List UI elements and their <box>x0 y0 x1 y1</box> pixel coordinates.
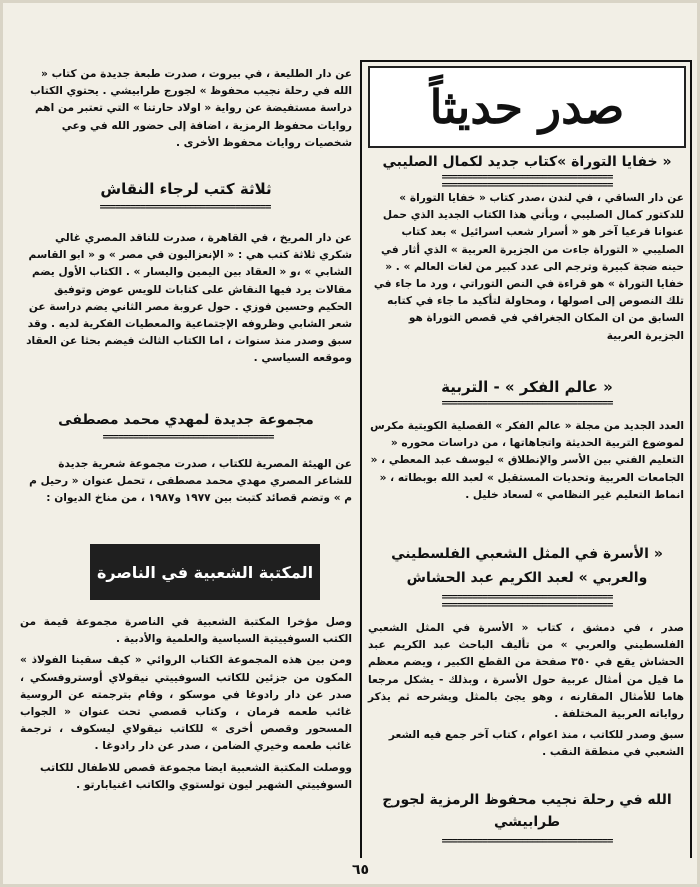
article-title-usra-line1: « الأسرة في المثل الشعبي الفلسطيني <box>391 546 663 562</box>
article-title-allah-line2: طرابيشي <box>493 814 561 830</box>
section-banner-nazareth <box>90 544 320 600</box>
paragraph: ووصلت المكتبة الشعبية ايضا مجموعة قصص للاطفال للكاتب السوفييتي الشهير ليون تولستوي والكاتب اغنيابارتو . <box>39 761 352 791</box>
article-body-mahdi <box>20 456 352 512</box>
page-number: ٦٥ <box>352 862 370 878</box>
article-body-usra <box>368 620 684 766</box>
paragraph: عن دار الطليعة ، في بيروت ، صدرت طبعة جديدة من كتاب « الله في رحلة نجيب محفوظ » لجورج طرابيشي . يحتوي الكتاب دراسة مستفيضة عن رواية « اولاد حارتنا » التي تعتبر من اهم روايات محفوظ الرمزية ، اضافة إلى حضور الله في وعي شخصيات روايات محفوظ الأخرى . <box>30 68 352 149</box>
right-column-edge <box>690 60 692 858</box>
title-underline-mahdi: ================================== <box>102 432 274 443</box>
paragraph: العدد الجديد من مجلة « عالم الفكر » الفصلية الكويتية مكرس لموضوع التربية الحديثة واتجاهاتها ، من دراسات محوره « التعليم الفني بين الأسر والإنطلاق » ليوسف عبد المعطي ، « الجامعات العربية وتحديات المستقبل » لعبد الله بوبطاته ، « انماط التعليم غير النظامي » لسعاد خليل . <box>370 420 684 501</box>
article-body-nazareth <box>20 614 352 798</box>
paragraph: ومن بين هذه المجموعة الكتاب الروائي « كيف سقينا الفولاذ » المكون من جزئين للكاتب السوفييتي نيقولاي أوستروفسكي ، صدر عن دار رادوغا في موسكو ، وقام بترجمته عن الروسية غائب طعمه فرمان ، وكتاب قصصي تحت عنوان « الجواب المسحور وقصص أخرى » للكاتب نيقولاي ليسكوف ، ترجمة غائب طعمه وخيري الضامن ، صدر عن دار رادوغا . <box>20 654 352 753</box>
paragraph: عن دار المريخ ، في القاهرة ، صدرت للناقد المصري غالي شكري ثلاثة كتب هي : « الإنعزاليون في مصر » و « ابو القاسم الشابي » ،و « العقاد بين اليمين واليسار » . الكتاب الأول يضم مقالات يرد فيها النقاش على كتابات للويس عوض وتوفيق الحكيم وحسين فوزي . حول عروبة مصر الثاني يضم دراسة عن شعر الشابي وظروفه الإجتماعية والمعطيات الفكرية لديه . وقد سبق وصدر منذ سنوات ، اما الكتاب الثالث فيضم بحثا عن العقاد وموقعه السياسي . <box>26 232 352 365</box>
paragraph: سبق وصدر للكاتب ، منذ اعوام ، كتاب آخر جمع فيه الشعر الشعبي في منطقة النقب . <box>388 729 684 759</box>
article-title-mahdi: مجموعة جديدة لمهدي محمد مصطفى <box>58 412 314 428</box>
article-title-khafaya: « خفايا التوراة »كتاب جديد لكمال الصليبي <box>382 154 672 170</box>
title-underline-usra: ================================== <box>441 592 613 603</box>
article-body-khafaya <box>368 190 684 349</box>
paragraph: عن الهيئة المصرية للكتاب ، صدرت مجموعة شعرية جديدة للشاعر المصري مهدي محمد مصطفى ، تحمل عنوان « رحيل م م » وتضم قصائد كتبت بين ١٩٧٧ و١٩٨٧ ، من مناخ الديوان : <box>29 458 352 505</box>
title-underline-khafaya-2: ================================== <box>441 180 613 191</box>
title-underline-naqqash: ================================== <box>99 202 271 213</box>
masthead-title: صدر حديثاً <box>429 80 625 134</box>
paragraph: صدر ، في دمشق ، كتاب « الأسرة في المثل الشعبي الفلسطيني والعربي » من تأليف الباحث عبد الكريم عبد الحشاش يقع في ٣٥٠ صفحة من القطع الكبير ، ويضم معظم ما قيل من أمثال عربية حول الأسرة ، وبذلك - يشكل مرجعا هاما للأمثال المقارنه ، وهو يجئ بالمثل ويشرحه ثم يذكر رواياته العربية المختلفة . <box>368 622 684 721</box>
masthead-box <box>368 66 686 148</box>
title-underline-alam-alfikr: ================================== <box>441 398 613 409</box>
title-underline-allah: ================================== <box>441 836 613 847</box>
article-body-naqqash <box>20 230 352 372</box>
column-divider <box>360 60 362 858</box>
title-underline-usra-2: ================================== <box>441 600 613 611</box>
title-underline-khafaya: ================================== <box>441 172 613 183</box>
article-body-alam-alfikr <box>368 418 684 508</box>
paragraph: عن دار الساقي ، في لندن ،صدر كتاب « خفايا التوراة » للدكتور كمال الصليبي ، ويأتي هذا الكتاب الجديد الذي حمل عنوانا فرعيا آخر هو « أسرار شعب اسرائيل » بعد كتاب الصليبي « التوراة جاءت من الجزيرة العربية » الذي أثار في حينه ضجة كبيرة وترجم الى عدد كبير من لغات العالم » . « خفايا التوراة » هو قراءة في النص التوراتي ، ورد ما جاء في تلك النصوص إلى اصولها ، ومحاولة لتأكيد ما جاء في كتابه السابق من ان المكان الجغرافي في قصص التوراة هو الجزيرة العربية <box>373 192 684 342</box>
article-title-usra-line2: والعربي » لعبد الكريم عبد الحشاش <box>406 570 648 586</box>
article-title-allah-line1: الله في رحلة نجيب محفوظ الرمزية لجورج <box>382 792 672 808</box>
article-body-tarabishi <box>20 66 352 156</box>
article-title-alam-alfikr: « عالم الفكر » - التربية <box>441 378 613 396</box>
right-column-top-rule <box>362 60 692 62</box>
banner-title: المكتبة الشعبية في الناصرة <box>96 562 314 582</box>
article-title-naqqash: ثلاثة كتب لرجاء النقاش <box>100 180 272 198</box>
paragraph: وصل مؤخرا المكتبة الشعبية في الناصرة مجموعة قيمة من الكتب السوفييتية السياسية والعلمية والأدبية . <box>20 616 352 646</box>
